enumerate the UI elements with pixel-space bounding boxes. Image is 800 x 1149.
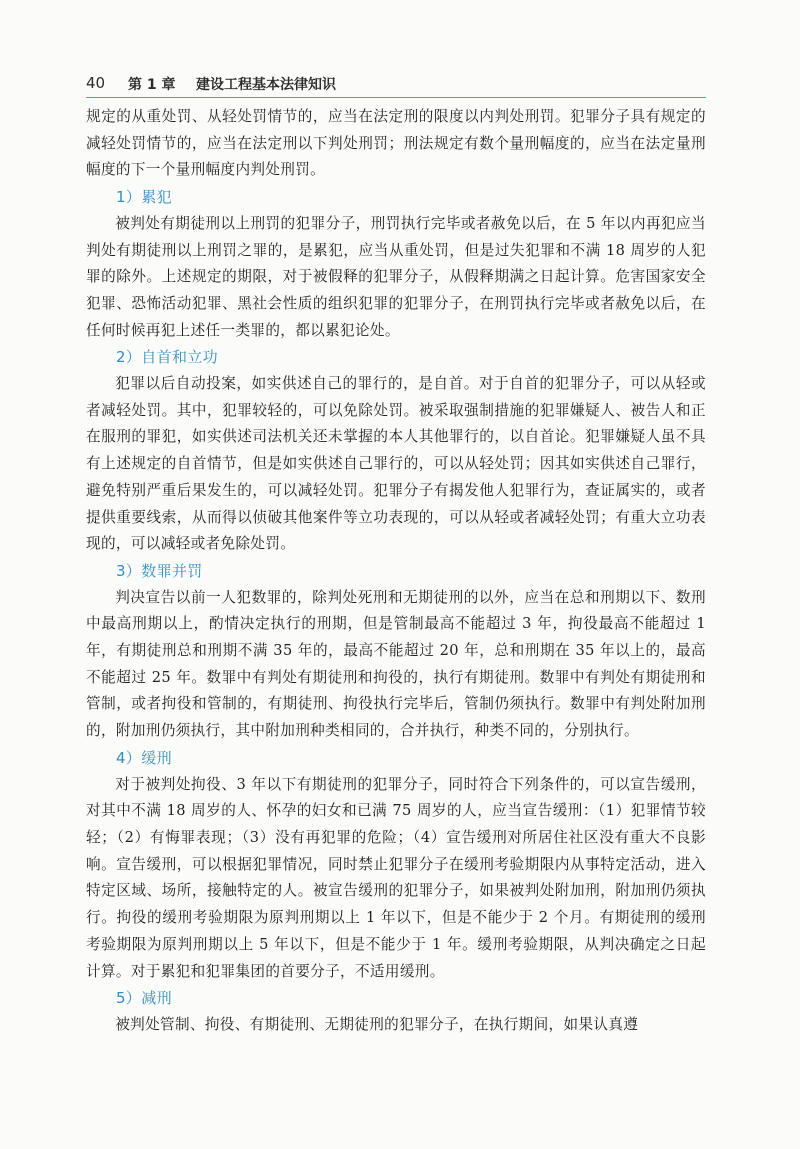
section-body-probation: 对于被判处拘役、3 年以下有期徒刑的犯罪分子，同时符合下列条件的，可以宣告缓刑，对其中不满 18 周岁的人、怀孕的妇女和已满 75 周岁的人，应当宣告缓刑：（1）犯罪情节较轻；（2）有悔罪表现；（3）没有再犯罪的危险；（4）宣告缓刑对所居住社区没有重大不良影响。宣告缓刑，可以根据犯罪情况，同时禁止犯罪分子在缓刑考验期限内从事特定活动，进入特定区域、场所，接触特定的人。被宣告缓刑的犯罪分子，如果被判处附加刑，附加刑仍须执行。拘役的缓刑考验期限为原判刑期以上 1 年以下，但是不能少于 2 个月。有期徒刑的缓刑考验期限为原判刑期以上 5 年以下，但是不能少于 1 年。缓刑考验期限，从判决确定之日起计算。对于累犯和犯罪集团的首要分子，不适用缓刑。 [86,775,706,980]
section-heading-recidivism: 1）累犯 [116,188,172,207]
section-heading-combined-punishment: 3）数罪并罚 [116,561,203,580]
section-body-combined-punishment: 判决宣告以前一人犯数罪的，除判处死刑和无期徒刑的以外，应当在总和刑期以下、数刑中最高刑期以上，酌情决定执行的刑期，但是管制最高不能超过 3 年，拘役最高不能超过 1 年，有期徒刑总和刑期不满 35 年的，最高不能超过 20 年，总和刑期在 35 年以上的，最高不能超过 25 年。数罪中有判处有期徒刑和拘役的，执行有期徒刑。数罪中有判处有期徒刑和管制，或者拘役和管制的，有期徒刑、拘役执行完毕后，管制仍须执行。数罪中有判处附加刑的，附加刑仍须执行，其中附加刑种类相同的，合并执行，种类不同的，分别执行。 [86,588,706,740]
chapter-title: 建设工程基本法律知识 [196,77,336,93]
page-header [86,70,706,98]
section-heading-commutation: 5）减刑 [116,989,172,1008]
section-body-recidivism: 被判处有期徒刑以上刑罚的犯罪分子，刑罚执行完毕或者赦免以后，在 5 年以内再犯应当判处有期徒刑以上刑罚之罪的，是累犯，应当从重处罚，但是过失犯罪和不满 18 周岁的人犯罪的除外。上述规定的期限，对于被假释的犯罪分子，从假释期满之日起计算。危害国家安全犯罪、恐怖活动犯罪、黑社会性质的组织犯罪的犯罪分子，在刑罚执行完毕或者赦免以后，在任何时候再犯上述任一类罪的，都以累犯论处。 [86,214,706,339]
intro-paragraph: 规定的从重处罚、从轻处罚情节的，应当在法定刑的限度以内判处刑罚。犯罪分子具有规定的减轻处罚情节的，应当在法定刑以下判处刑罚；刑法规定有数个量刑幅度的，应当在法定量刑幅度的下一个量刑幅度内判处刑罚。 [86,108,706,179]
section-heading-probation: 4）缓刑 [116,748,172,767]
page-number: 40 [86,74,106,92]
chapter-label: 第 1 章 [128,77,176,93]
section-heading-surrender-merit: 2）自首和立功 [116,348,218,367]
section-body-surrender-merit: 犯罪以后自动投案，如实供述自己的罪行的，是自首。对于自首的犯罪分子，可以从轻或者减轻处罚。其中，犯罪较轻的，可以免除处罚。被采取强制措施的犯罪嫌疑人、被告人和正在服刑的罪犯，如实供述司法机关还未掌握的本人其他罪行的，以自首论。犯罪嫌疑人虽不具有上述规定的自首情节，但是如实供述自己罪行的，可以从轻处罚；因其如实供述自己罪行，避免特别严重后果发生的，可以减轻处罚。犯罪分子有揭发他人犯罪行为，查证属实的，或者提供重要线索，从而得以侦破其他案件等立功表现的，可以从轻或者减轻处罚；有重大立功表现的，可以减轻或者免除处罚。 [86,375,706,553]
header-divider [86,97,706,98]
page-body [86,104,706,1039]
section-body-commutation: 被判处管制、拘役、有期徒刑、无期徒刑的犯罪分子，在执行期间，如果认真遵 [115,1015,639,1033]
